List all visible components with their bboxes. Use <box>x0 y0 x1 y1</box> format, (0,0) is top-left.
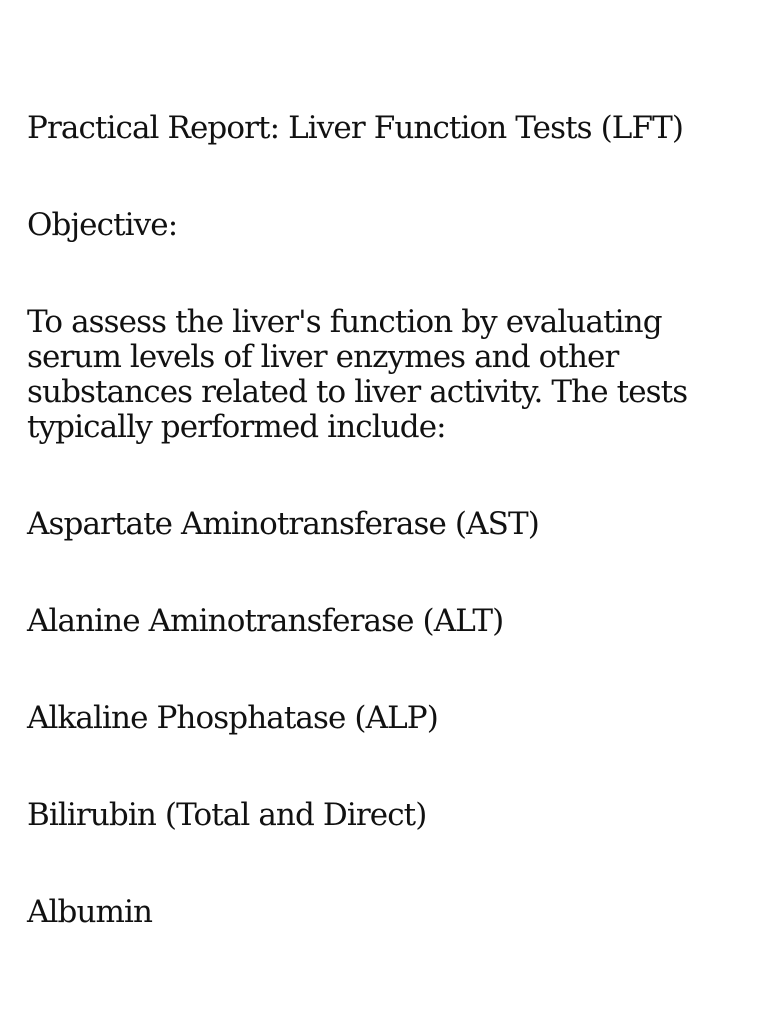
report-title: Practical Report: Liver Function Tests (LFT) <box>27 110 684 146</box>
objective-text: To assess the liver's function by evaluating serum levels of liver enzymes and other substances related to liver activity. The tests typically performed include: <box>27 304 688 445</box>
test-item-alt: Alanine Aminotransferase (ALT) <box>27 603 504 639</box>
objective-heading: Objective: <box>27 207 178 243</box>
test-item-bilirubin: Bilirubin (Total and Direct) <box>27 797 427 833</box>
test-item-albumin: Albumin <box>27 894 153 930</box>
test-item-ast: Aspartate Aminotransferase (AST) <box>27 506 539 542</box>
test-item-alp: Alkaline Phosphatase (ALP) <box>27 700 438 736</box>
